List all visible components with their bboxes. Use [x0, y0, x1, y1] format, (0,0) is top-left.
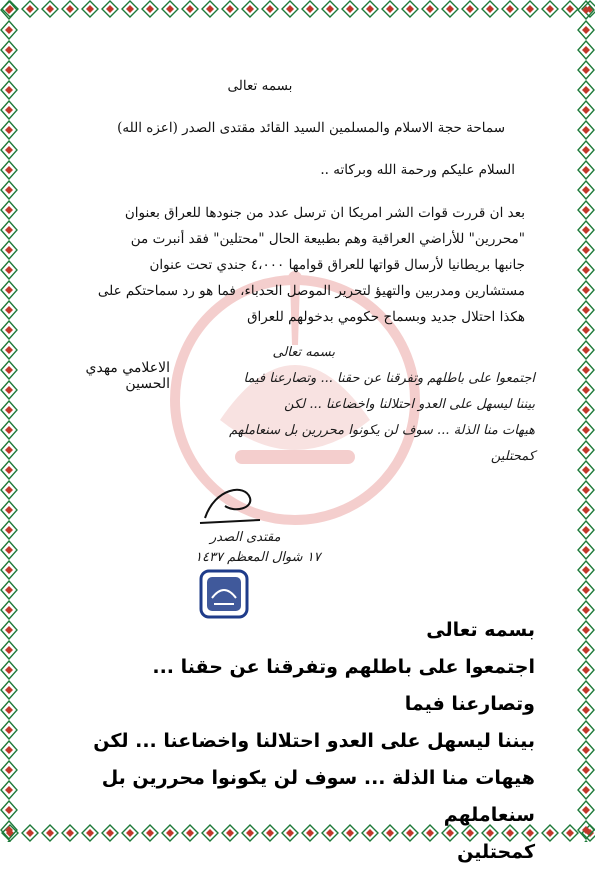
transcript-line: هيهات منا الذلة ... سوف لن يكونوا محررين بل سنعاملهم: [101, 767, 535, 826]
body-line: جانبها بريطانيا لأرسال قواتها للعراق قوامها ٤،٠٠٠ جندي تحت عنوان: [149, 257, 525, 273]
transcript-line: بسمه تعالى: [426, 619, 535, 641]
hand-line: كمحتلين: [490, 449, 535, 464]
hand-line: بيننا ليسهل على العدو احتلالنا واخضاعنا ... لكن: [284, 397, 535, 412]
left-border-ornament: [0, 0, 18, 842]
body-line: هكذا احتلال جديد وبسماح حكومي بدخولهم للعراق: [247, 309, 525, 325]
hand-line: هيهات منا الذلة ... سوف لن يكونوا محررين بل سنعاملهم: [229, 423, 535, 438]
signature-date: ١٧ شوال المعظم ١٤٣٧: [195, 550, 321, 565]
letter-addressee: سماحة حجة الاسلام والمسلمين السيد القائد مقتدى الصدر (اعزه الله): [117, 120, 505, 136]
transcript-line: كمحتلين: [457, 841, 535, 863]
signature-name: مقتدى الصدر: [210, 530, 281, 545]
handwritten-reply: [115, 340, 535, 470]
reply-transcript: [65, 612, 535, 871]
letter-basmala: بسمه تعالى: [227, 78, 293, 94]
top-border-ornament: [0, 0, 595, 18]
body-line: مستشارين ومدربين والتهيؤ لتحرير الموصل الحدباء، فما هو رد سماحتكم على: [97, 283, 525, 299]
letter-body: [55, 200, 525, 330]
transcript-line: بيننا ليسهل على العدو احتلالنا واخضاعنا ... لكن: [93, 730, 535, 752]
letter-author: الاعلامي مهدي الحسين: [85, 360, 170, 392]
hand-line: بسمه تعالى: [272, 345, 335, 360]
letter-greeting: السلام عليكم ورحمة الله وبركاته ..: [320, 162, 515, 178]
right-border-ornament: [577, 0, 595, 842]
body-line: "محررين" للأراضي العراقية وهم بطبيعة الحال "محتلين" فقد أنبرت من: [130, 231, 525, 247]
transcript-line: اجتمعوا على باطلهم وتفرقنا عن حقنا ... وتصارعنا فيما: [152, 656, 535, 715]
hand-line: اجتمعوا على باطلهم وتفرقنا عن حقنا ... وتصارعنا فيما: [243, 371, 535, 386]
signature-scribble: [195, 478, 265, 528]
body-line: بعد ان قررت قوات الشر امريكا ان ترسل عدد من جنودها للعراق بعنوان: [124, 205, 525, 221]
